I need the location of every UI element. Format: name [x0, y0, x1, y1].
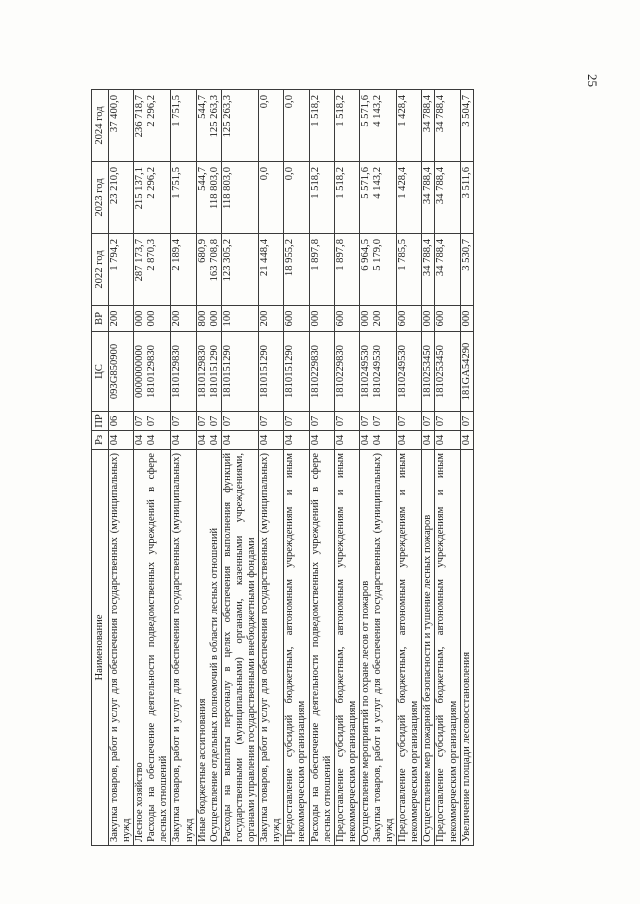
cell-2024-line: 0,0 [259, 95, 271, 109]
cell-name-line: Осуществление отдельных полномочий в области лесных отношений [208, 527, 220, 842]
cell-2024 [309, 90, 334, 162]
cell-vr [259, 306, 284, 332]
cell-2023-line: 215 137,1 [134, 167, 146, 210]
cell-pr-line: 07 [208, 415, 220, 427]
cell-2023-line: 3 511,6 [460, 167, 472, 199]
cell-name [460, 450, 473, 846]
table-row [259, 90, 284, 846]
cell-rz [309, 431, 334, 450]
cell-rz [284, 431, 309, 450]
cell-cs-line: 1810229830 [309, 345, 321, 398]
cell-pr-line: 07 [460, 415, 472, 427]
cell-name-line: Закупка товаров, работ и услуг для обеспечения государственных (муниципальных) нужд [371, 453, 396, 842]
cell-pr [109, 412, 134, 431]
cell-rz-line: 04 [371, 434, 383, 446]
cell-2024-line: 2 296,2 [146, 95, 158, 127]
cell-vr-line: 000 [460, 310, 472, 327]
cell-rz [435, 431, 460, 450]
cell-pr [221, 412, 258, 431]
cell-2023-line: 1 751,5 [171, 167, 183, 199]
cell-2023-line: 118 803,0 [208, 167, 220, 209]
cell-2023 [422, 162, 435, 234]
cell-2023-line: 23 210,0 [109, 167, 120, 205]
cell-2024-line: 37 400,0 [109, 95, 120, 133]
cell-rz [221, 431, 258, 450]
cell-pr [284, 412, 309, 431]
cell-2024-line: 236 718,7 [134, 95, 146, 138]
cell-rz-line: 04 [359, 434, 371, 446]
cell-pr-line: 07 [221, 415, 233, 427]
cell-vr-line: 000 [359, 310, 371, 327]
cell-name-line: Расходы на обеспечение деятельности подведомственных учреждений в сфере лесных отношений [146, 453, 170, 842]
cell-rz-line: 04 [109, 434, 120, 446]
budget-table [91, 89, 474, 846]
cell-rz [134, 431, 171, 450]
cell-2024 [109, 90, 134, 162]
cell-name-line: Закупка товаров, работ и услуг для обеспечения государственных (муниципальных) нужд [259, 453, 283, 842]
cell-name-line: Увеличение площади лесовосстановления [460, 651, 472, 842]
table-row [460, 90, 473, 846]
cell-pr-line: 07 [146, 415, 158, 427]
cell-vr-line: 100 [221, 310, 233, 327]
cell-2024 [196, 90, 221, 162]
cell-rz-line: 04 [284, 434, 296, 446]
cell-name [422, 450, 435, 846]
cell-pr-line: 07 [371, 415, 383, 427]
table-row [196, 90, 221, 846]
cell-2024 [171, 90, 196, 162]
cell-2022 [109, 234, 134, 306]
cell-2024 [397, 90, 422, 162]
cell-cs-line: 1810253450 [435, 345, 447, 398]
cell-2022-line: 21 448,4 [259, 239, 271, 277]
cell-name-line: Расходы на обеспечение деятельности подведомственных учреждений в сфере лесных отношений [309, 453, 333, 842]
cell-2022-line: 1 897,8 [309, 239, 321, 271]
cell-2024 [134, 90, 171, 162]
cell-rz [460, 431, 473, 450]
cell-rz-line: 04 [146, 434, 158, 446]
cell-2023 [134, 162, 171, 234]
cell-name [259, 450, 284, 846]
cell-pr-line: 07 [435, 415, 447, 427]
cell-name-line: Лесное хозяйство [134, 762, 146, 842]
cell-2022-line: 2 870,3 [146, 239, 158, 271]
table-row [359, 90, 396, 846]
table-row [397, 90, 422, 846]
cell-vr-line: 200 [371, 310, 383, 327]
cell-2023-line: 0,0 [259, 167, 271, 181]
cell-name [334, 450, 359, 846]
cell-rz-line: 04 [171, 434, 183, 446]
cell-name [134, 450, 171, 846]
cell-cs-line: 1810129830 [196, 345, 208, 398]
cell-rz-line: 04 [435, 434, 447, 446]
cell-rz [359, 431, 396, 450]
cell-cs [334, 332, 359, 412]
cell-pr [134, 412, 171, 431]
cell-name [309, 450, 334, 846]
table-row [435, 90, 460, 846]
cell-cs [284, 332, 309, 412]
cell-pr [359, 412, 396, 431]
cell-2022 [259, 234, 284, 306]
cell-rz-line: 04 [259, 434, 271, 446]
cell-cs [134, 332, 171, 412]
cell-vr-line: 600 [334, 310, 346, 327]
cell-2022-line: 34 788,4 [422, 239, 434, 277]
cell-2022 [171, 234, 196, 306]
header-cs: ЦС [92, 332, 109, 412]
cell-2024 [460, 90, 473, 162]
cell-2023 [109, 162, 134, 234]
cell-2022 [134, 234, 171, 306]
table-row [171, 90, 196, 846]
cell-2022-line: 287 173,7 [134, 239, 146, 282]
cell-2023-line: 4 143,2 [371, 167, 383, 199]
cell-name [397, 450, 422, 846]
cell-2022-line: 680,9 [196, 239, 208, 263]
cell-2023-line: 1 518,2 [334, 167, 346, 199]
cell-vr-line: 200 [259, 310, 271, 327]
cell-2023 [334, 162, 359, 234]
cell-vr-line: 200 [109, 310, 120, 327]
cell-2024 [359, 90, 396, 162]
cell-vr [109, 306, 134, 332]
cell-vr [221, 306, 258, 332]
cell-2022-line: 123 305,2 [221, 239, 233, 282]
cell-2023-line: 118 803,0 [221, 167, 233, 209]
cell-vr-line: 800 [196, 310, 208, 327]
cell-vr-line: 600 [435, 310, 447, 327]
cell-pr-line: 07 [284, 415, 296, 427]
cell-cs [171, 332, 196, 412]
cell-2023 [460, 162, 473, 234]
cell-pr-line: 07 [359, 415, 371, 427]
cell-pr-line: 07 [259, 415, 271, 427]
cell-2024-line: 125 263,3 [208, 95, 220, 138]
cell-vr-line: 000 [422, 310, 434, 327]
cell-2022 [334, 234, 359, 306]
cell-2024-line: 1 518,2 [334, 95, 346, 127]
cell-name-line: Предоставление субсидий бюджетным, автономным учреждениям и иным некоммерческим организациям [435, 453, 459, 842]
cell-cs [397, 332, 422, 412]
cell-cs [422, 332, 435, 412]
cell-name [109, 450, 134, 846]
cell-2024-line: 125 263,3 [221, 95, 233, 138]
cell-cs-line: 1810151290 [221, 345, 233, 398]
cell-vr [397, 306, 422, 332]
cell-vr-line: 000 [208, 310, 220, 327]
cell-rz [171, 431, 196, 450]
cell-rz-line: 04 [309, 434, 321, 446]
cell-2022 [359, 234, 396, 306]
cell-2024-line: 1 751,5 [171, 95, 183, 127]
header-year-2022: 2022 год [92, 234, 109, 306]
cell-name [171, 450, 196, 846]
cell-pr-line: 06 [109, 415, 120, 427]
cell-cs-line: 1810151290 [259, 345, 271, 398]
cell-vr [435, 306, 460, 332]
cell-pr-line: 07 [134, 415, 146, 427]
cell-pr-line: 07 [171, 415, 183, 427]
cell-2024 [435, 90, 460, 162]
cell-pr-line: 07 [422, 415, 434, 427]
cell-rz-line: 04 [221, 434, 233, 446]
cell-2022-line: 3 530,7 [460, 239, 472, 271]
cell-rz-line: 04 [334, 434, 346, 446]
header-year-2023: 2023 год [92, 162, 109, 234]
cell-2022-line: 1 897,8 [334, 239, 346, 271]
cell-cs-line: 181GA54290 [460, 342, 472, 401]
table-row [134, 90, 171, 846]
cell-2023 [397, 162, 422, 234]
cell-2023-line: 544,7 [196, 167, 208, 191]
cell-rz [422, 431, 435, 450]
cell-2024-line: 1 428,4 [397, 95, 409, 127]
cell-2023-line: 1 518,2 [309, 167, 321, 199]
cell-name-line: Иные бюджетные ассигнования [196, 698, 208, 842]
cell-rz [334, 431, 359, 450]
cell-pr [334, 412, 359, 431]
cell-pr-line: 07 [309, 415, 321, 427]
header-year-2024: 2024 год [92, 90, 109, 162]
cell-cs [109, 332, 134, 412]
cell-vr [171, 306, 196, 332]
cell-pr [259, 412, 284, 431]
cell-2022 [422, 234, 435, 306]
cell-vr [196, 306, 221, 332]
cell-rz-line: 04 [422, 434, 434, 446]
cell-2024 [284, 90, 309, 162]
cell-2023 [196, 162, 221, 234]
cell-rz [109, 431, 134, 450]
cell-cs-line: 1810253450 [422, 345, 434, 398]
cell-rz-line: 04 [134, 434, 146, 446]
cell-vr [284, 306, 309, 332]
header-name: Наименование [92, 450, 109, 846]
cell-vr-line: 000 [134, 310, 146, 327]
cell-name-line: Предоставление субсидий бюджетным, автономным учреждениям и иным некоммерческим организациям [397, 453, 421, 842]
cell-pr-line: 07 [196, 415, 208, 427]
table-row [334, 90, 359, 846]
cell-name-line: Осуществление мероприятий по охране лесов от пожаров [359, 580, 371, 842]
cell-vr [460, 306, 473, 332]
cell-cs-line: 1810249530 [397, 345, 409, 398]
cell-pr [397, 412, 422, 431]
cell-cs-line: 1810249530 [371, 345, 383, 398]
cell-vr [309, 306, 334, 332]
cell-2023 [359, 162, 396, 234]
cell-2022 [309, 234, 334, 306]
cell-2022 [284, 234, 309, 306]
cell-2022-line: 1 794,2 [109, 239, 120, 271]
cell-vr-line: 000 [309, 310, 321, 327]
cell-cs-line: 1810129830 [171, 345, 183, 398]
header-vr: ВР [92, 306, 109, 332]
cell-rz-line: 04 [460, 434, 472, 446]
cell-rz [196, 431, 221, 450]
cell-2023-line: 0,0 [284, 167, 296, 181]
cell-2023 [284, 162, 309, 234]
cell-2022-line: 163 708,8 [208, 239, 220, 282]
cell-2024-line: 0,0 [284, 95, 296, 109]
cell-rz-line: 04 [208, 434, 220, 446]
cell-2022-line: 18 955,2 [284, 239, 296, 277]
table-row [284, 90, 309, 846]
cell-cs [460, 332, 473, 412]
cell-2023 [309, 162, 334, 234]
cell-vr-line: 600 [284, 310, 296, 327]
table-row [309, 90, 334, 846]
cell-2024 [422, 90, 435, 162]
cell-vr-line: 200 [171, 310, 183, 327]
cell-pr-line: 07 [397, 415, 409, 427]
cell-2023 [259, 162, 284, 234]
cell-2023 [221, 162, 258, 234]
cell-name-line: Закупка товаров, работ и услуг для обеспечения государственных (муниципальных) нужд [171, 453, 195, 842]
cell-2023 [435, 162, 460, 234]
cell-vr-line: 600 [397, 310, 409, 327]
cell-2024-line: 1 518,2 [309, 95, 321, 127]
cell-rz [259, 431, 284, 450]
cell-2023-line: 1 428,4 [397, 167, 409, 199]
cell-2022 [435, 234, 460, 306]
cell-name [359, 450, 396, 846]
cell-cs [435, 332, 460, 412]
table-body [109, 90, 474, 846]
cell-cs [359, 332, 396, 412]
cell-2024 [334, 90, 359, 162]
cell-pr [460, 412, 473, 431]
cell-2024 [221, 90, 258, 162]
cell-name-line: Предоставление субсидий бюджетным, автономным учреждениям и иным некоммерческим организациям [284, 453, 308, 842]
cell-2022-line: 6 964,5 [359, 239, 371, 271]
cell-2023-line: 2 296,2 [146, 167, 158, 199]
cell-2023-line: 34 788,4 [435, 167, 447, 205]
cell-pr [435, 412, 460, 431]
cell-cs-line: 1810151290 [208, 345, 220, 398]
cell-name-line: Осуществление мер пожарной безопасности и тушение лесных пожаров [422, 514, 434, 842]
cell-2022-line: 1 785,5 [397, 239, 409, 271]
cell-2022 [196, 234, 221, 306]
cell-vr [134, 306, 171, 332]
cell-2022 [460, 234, 473, 306]
cell-cs-line: 1810129830 [146, 345, 158, 398]
cell-vr [359, 306, 396, 332]
cell-cs-line: 1810249530 [359, 345, 371, 398]
cell-vr [422, 306, 435, 332]
cell-vr [334, 306, 359, 332]
cell-2022 [397, 234, 422, 306]
cell-cs-line: 093G850900 [109, 343, 120, 400]
cell-2022-line: 5 179,0 [371, 239, 383, 271]
cell-pr [196, 412, 221, 431]
cell-pr [422, 412, 435, 431]
cell-name [284, 450, 309, 846]
cell-name-line: Закупка товаров, работ и услуг для обеспечения государственных (муниципальных) нужд [109, 453, 133, 842]
cell-cs [309, 332, 334, 412]
cell-name [221, 450, 258, 846]
table-row [422, 90, 435, 846]
cell-rz-line: 04 [397, 434, 409, 446]
cell-name [196, 450, 221, 846]
cell-2022-line: 34 788,4 [435, 239, 447, 277]
rotated-page-content [91, 90, 587, 846]
cell-pr [309, 412, 334, 431]
cell-2024-line: 5 571,6 [359, 95, 371, 127]
cell-2024 [259, 90, 284, 162]
cell-2022-line: 2 189,4 [171, 239, 183, 271]
cell-cs [259, 332, 284, 412]
cell-name [435, 450, 460, 846]
header-rz: Рз [92, 431, 109, 450]
cell-name-line: Расходы на выплаты персоналу в целях обеспечения выполнения функций государственными (муниципальными) органами, казенными учреждениями, органами управления государственными внебюджетными фондами [221, 453, 258, 842]
cell-2023 [171, 162, 196, 234]
cell-rz [397, 431, 422, 450]
header-pr: ПР [92, 412, 109, 431]
table-row [109, 90, 134, 846]
cell-cs [221, 332, 258, 412]
cell-2024-line: 3 504,7 [460, 95, 472, 127]
cell-2023-line: 34 788,4 [422, 167, 434, 205]
cell-vr-line: 000 [146, 310, 158, 327]
cell-pr [171, 412, 196, 431]
cell-cs [196, 332, 221, 412]
cell-rz-line: 04 [196, 434, 208, 446]
cell-2023-line: 5 571,6 [359, 167, 371, 199]
cell-cs-line: 0000000000 [134, 345, 146, 398]
cell-cs-line: 1810229830 [334, 345, 346, 398]
table-row [221, 90, 258, 846]
cell-2024-line: 34 788,4 [422, 95, 434, 133]
cell-2022 [221, 234, 258, 306]
cell-name-line: Предоставление субсидий бюджетным, автономным учреждениям и иным некоммерческим организациям [334, 453, 358, 842]
cell-2024-line: 34 788,4 [435, 95, 447, 133]
cell-cs-line: 1810151290 [284, 345, 296, 398]
page-number: 25 [585, 74, 600, 87]
cell-pr-line: 07 [334, 415, 346, 427]
cell-2024-line: 544,7 [196, 95, 208, 119]
cell-2024-line: 4 143,2 [371, 95, 383, 127]
table-header-row [92, 90, 109, 846]
